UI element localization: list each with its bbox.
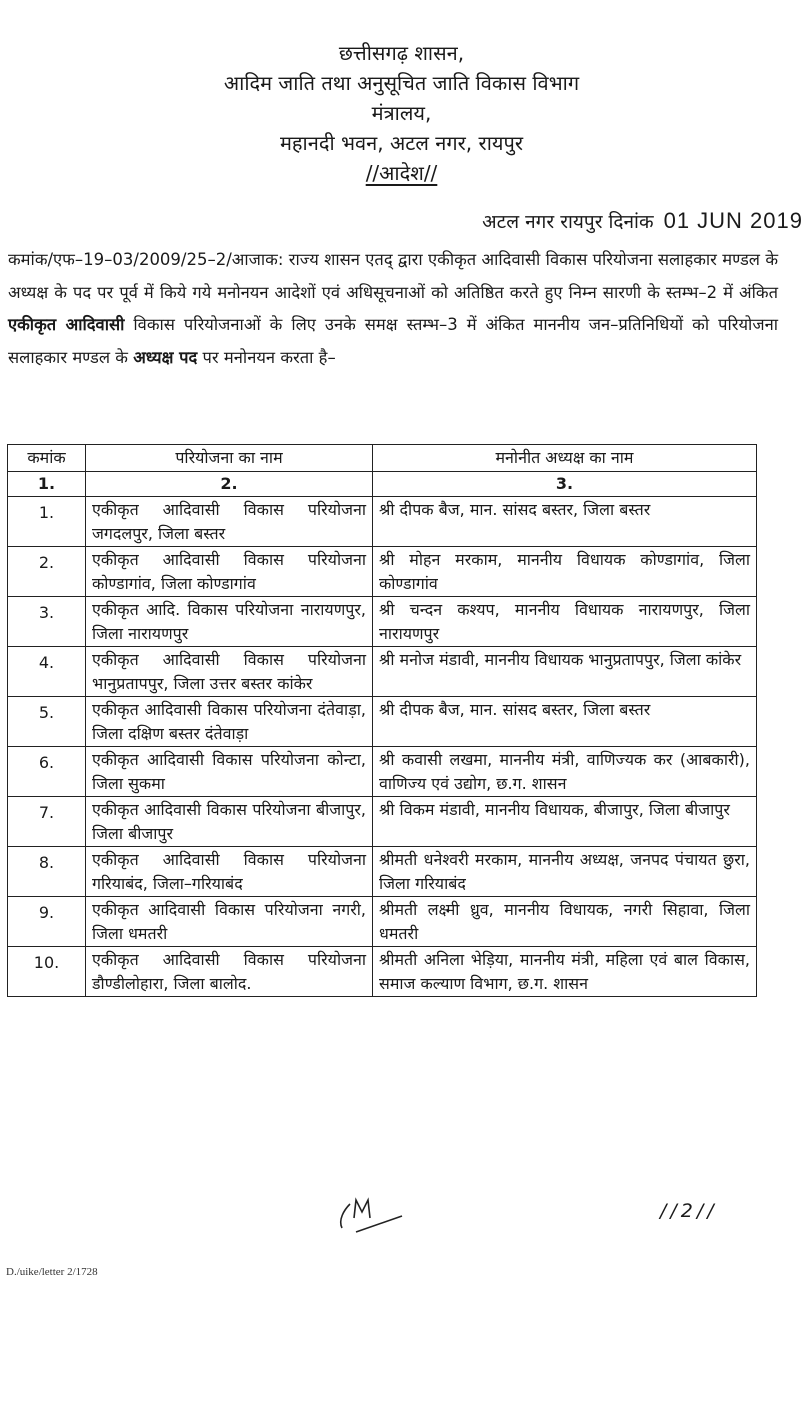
department-name: आदिम जाति तथा अनुसूचित जाति विकास विभाग — [223, 71, 580, 95]
table-row — [8, 647, 757, 697]
chairperson-cell: श्रीमती लक्ष्मी ध्रुव, माननीय विधायक, नगरी सिहावा, जिला धमतरी — [373, 897, 757, 947]
government-name: छत्तीसगढ़ शासन, — [338, 41, 465, 65]
chairperson-cell: श्री मोहन मरकाम, माननीय विधायक कोण्डागांव, जिला कोण्डागांव — [373, 547, 757, 597]
serial-no-cell: 9. — [8, 897, 86, 947]
table-row — [8, 697, 757, 747]
signature — [330, 1192, 410, 1242]
date-stamp: 01 JUN 2019 — [663, 208, 803, 233]
chairperson-cell: श्रीमती धनेश्वरी मरकाम, माननीय अध्यक्ष, जनपद पंचायत छुरा, जिला गरियाबंद — [373, 847, 757, 897]
body-text-segment: पर मनोनयन करता है– — [197, 347, 336, 367]
table-header-row — [8, 445, 757, 472]
place-date-label: अटल नगर रायपुर दिनांक — [482, 211, 654, 233]
project-name-cell: एकीकृत आदिवासी विकास परियोजना कोण्डागांव, जिला कोण्डागांव — [86, 547, 373, 597]
body-text-bold: एकीकृत आदिवासी — [8, 315, 125, 334]
serial-no-cell: 3. — [8, 597, 86, 647]
serial-no-cell: 7. — [8, 797, 86, 847]
table-row — [8, 747, 757, 797]
dateline — [482, 208, 803, 234]
table-row — [8, 897, 757, 947]
table-row — [8, 497, 757, 547]
column-number: 1. — [8, 472, 86, 497]
order-title: //आदेश// — [365, 161, 438, 185]
body-text-bold: अध्यक्ष पद — [133, 347, 198, 367]
chairperson-cell: श्री दीपक बैज, मान. सांसद बस्तर, जिला बस्तर — [373, 697, 757, 747]
order-body-text — [8, 244, 778, 374]
nomination-table — [7, 444, 757, 997]
serial-no-cell: 8. — [8, 847, 86, 897]
project-name-cell: एकीकृत आदिवासी विकास परियोजना दंतेवाड़ा, जिला दक्षिण बस्तर दंतेवाड़ा — [86, 697, 373, 747]
table-row — [8, 547, 757, 597]
serial-no-cell: 6. — [8, 747, 86, 797]
header-chairperson-name: मनोनीत अध्यक्ष का नाम — [373, 445, 757, 472]
chairperson-cell: श्री मनोज मंडावी, माननीय विधायक भानुप्रतापपुर, जिला कांकेर — [373, 647, 757, 697]
serial-no-cell: 5. — [8, 697, 86, 747]
page-continuation-marker: //2// — [660, 1200, 718, 1222]
chairperson-cell: श्री चन्दन कश्यप, माननीय विधायक नारायणपुर, जिला नारायणपुर — [373, 597, 757, 647]
table-row — [8, 947, 757, 997]
column-number-row — [8, 472, 757, 497]
body-text-segment: विकास परियोजनाओं के लिए उनके समक्ष स्तम्भ–3 में अंकित माननीय जन–प्रतिनिधियों को परियोजना सलाहकार मण्डल के — [8, 315, 778, 367]
file-reference: D./uike/letter 2/1728 — [6, 1266, 98, 1278]
office-address: महानदी भवन, अटल नगर, रायपुर — [279, 131, 524, 155]
ministry-name: मंत्रालय, — [371, 101, 432, 125]
header-project-name: परियोजना का नाम — [86, 445, 373, 472]
chairperson-cell: श्रीमती अनिला भेड़िया, माननीय मंत्री, महिला एवं बाल विकास, समाज कल्याण विभाग, छ.ग. शासन — [373, 947, 757, 997]
serial-no-cell: 2. — [8, 547, 86, 597]
column-number: 2. — [86, 472, 373, 497]
chairperson-cell: श्री कवासी लखमा, माननीय मंत्री, वाणिज्यक कर (आबकारी), वाणिज्य एवं उद्योग, छ.ग. शासन — [373, 747, 757, 797]
chairperson-cell: श्री विकम मंडावी, माननीय विधायक, बीजापुर, जिला बीजापुर — [373, 797, 757, 847]
body-text-segment: कमांक/एफ–19–03/2009/25–2/आजाक: राज्य शासन एतद् द्वारा एकीकृत आदिवासी विकास परियोजना सलाहकार मण्डल के अध्यक्ष के पद पर पूर्व में किये गये मनोनयन आदेशों एवं अधिसूचनाओं को अतिष्ठित करते हुए निम्न सारणी के स्तम्भ–2 में अंकित — [8, 250, 778, 302]
project-name-cell: एकीकृत आदिवासी विकास परियोजना डौण्डीलोहारा, जिला बालोद. — [86, 947, 373, 997]
letterhead — [0, 38, 803, 188]
project-name-cell: एकीकृत आदिवासी विकास परियोजना भानुप्रतापपुर, जिला उत्तर बस्तर कांकेर — [86, 647, 373, 697]
serial-no-cell: 4. — [8, 647, 86, 697]
table-row — [8, 797, 757, 847]
chairperson-cell: श्री दीपक बैज, मान. सांसद बस्तर, जिला बस्तर — [373, 497, 757, 547]
table-row — [8, 847, 757, 897]
project-name-cell: एकीकृत आदिवासी विकास परियोजना जगदलपुर, जिला बस्तर — [86, 497, 373, 547]
serial-no-cell: 10. — [8, 947, 86, 997]
project-name-cell: एकीकृत आदिवासी विकास परियोजना बीजापुर, जिला बीजापुर — [86, 797, 373, 847]
project-name-cell: एकीकृत आदिवासी विकास परियोजना गरियाबंद, जिला–गरियाबंद — [86, 847, 373, 897]
table-row — [8, 597, 757, 647]
header-serial-no: कमांक — [8, 445, 86, 472]
project-name-cell: एकीकृत आदिवासी विकास परियोजना नगरी, जिला धमतरी — [86, 897, 373, 947]
project-name-cell: एकीकृत आदिवासी विकास परियोजना कोन्टा, जिला सुकमा — [86, 747, 373, 797]
project-name-cell: एकीकृत आदि. विकास परियोजना नारायणपुर, जिला नारायणपुर — [86, 597, 373, 647]
serial-no-cell: 1. — [8, 497, 86, 547]
column-number: 3. — [373, 472, 757, 497]
